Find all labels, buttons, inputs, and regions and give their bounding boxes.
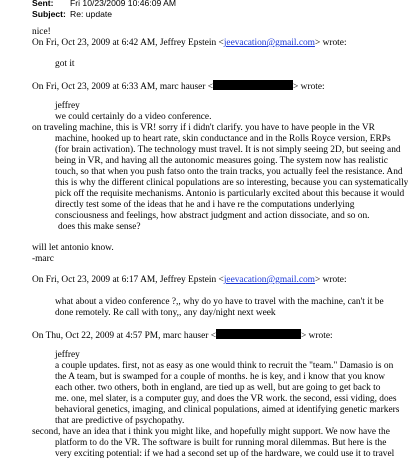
email-line: done remotely. Re call with tony,, any day/night next week <box>55 308 276 318</box>
email-line: machine, hooked up to heart rate, skin conductance and in the Rolls Royce version, ERPs <box>55 134 391 144</box>
quote-header-text: On Fri, Oct 23, 2009 at 6:17 AM, Jeffrey Epstein < <box>32 275 224 285</box>
email-line: each other. two others, both in england, are tied up as well, but are going to get back to <box>55 383 381 393</box>
email-line: touch, so that when you push fatso onto the train tracks, you actually feel the resistance. And <box>55 167 403 177</box>
email-line: pick off the requisite mechanisms. Antonio is particularly excited about this because it would <box>55 189 405 199</box>
sent-row <box>32 0 176 9</box>
email-line: jeffrey <box>55 101 80 111</box>
email-header <box>32 0 176 19</box>
email-line: will let antonio know. <box>32 243 114 253</box>
email-line: the A team, but is swamped for a couple of months. he is key, and i know that you know <box>55 372 386 382</box>
subject-value: Re: update <box>70 8 113 19</box>
email-line: what about a video conference ?,, why do yo have to travel with the machine, can't it be <box>55 297 384 307</box>
email-line: -marc <box>32 254 54 264</box>
email-line: that are predictive of psychopathy. <box>55 416 185 426</box>
email-line: nice! <box>32 27 51 37</box>
email-line: on traveling machine, this is VR! sorry if i didn't clarify. you have to have people in the VR <box>32 123 375 133</box>
quote-header <box>32 275 347 286</box>
quote-header-end: > wrote: <box>301 331 333 341</box>
quote-header <box>32 329 333 342</box>
email-line: (for brain activation). The technology must travel. It is not simply seeing 2D, but seeing and <box>55 145 401 155</box>
quote-header-end: > wrote: <box>314 38 347 48</box>
email-line: this is why the different clinical populations are so interesting, because you can systematically <box>55 178 408 188</box>
subject-row <box>32 9 176 20</box>
sent-value: Fri 10/23/2009 10:46:09 AM <box>70 0 177 8</box>
sent-label: Sent: <box>32 0 54 8</box>
email-line: we could certainly do a video conference. <box>55 112 212 122</box>
redaction-block <box>213 80 293 90</box>
email-line: second, have an idea that i think you might like, and hopefully might support. We now have the <box>32 427 390 437</box>
email-line: behavioral genetics, imaging, and clinical populations, aimed at identifying genetic markers <box>55 405 400 415</box>
email-link[interactable]: jeevacation@gmail.com <box>223 38 315 48</box>
quote-header <box>32 38 347 49</box>
email-line: does this make sense? <box>58 222 141 232</box>
quote-header-end: > wrote: <box>314 275 347 285</box>
email-line: very exciting potential: if we had a second set up of the hardware, we could use it to travel <box>55 449 395 459</box>
email-link[interactable]: jeevacation@gmail.com <box>223 275 315 285</box>
quote-header <box>32 80 325 93</box>
email-line: jeffrey <box>55 350 80 360</box>
subject-label: Subject: <box>32 8 66 19</box>
quote-header-end: > wrote: <box>293 82 325 92</box>
email-line: got it <box>55 59 75 69</box>
quote-header-text: On Fri, Oct 23, 2009 at 6:42 AM, Jeffrey Epstein < <box>32 38 224 48</box>
email-line: a couple updates. first, not as easy as one would think to recruit the "team." Damasio is on <box>55 361 394 371</box>
email-line: consciousness and feelings, how abstract judgment and action dissociate, and so on. <box>55 211 370 221</box>
quote-header-text: On Fri, Oct 23, 2009 at 6:33 AM, marc hauser < <box>32 82 214 92</box>
quote-header-text: On Thu, Oct 22, 2009 at 4:57 PM, marc hauser < <box>32 331 216 341</box>
redaction-block <box>216 329 301 339</box>
email-line: directly test some of the ideas that he and i have re the computations underlying <box>55 200 355 210</box>
email-line: being in VR, and having all the autonomic measures going. The system now has realistic <box>55 156 388 166</box>
email-line: me. one, mel slater, is a computer guy, and does the VR work. the second, essi viding, does <box>55 394 397 404</box>
email-line: platform to do the VR. The software is built for running moral dilemmas. But here is the <box>55 438 387 448</box>
